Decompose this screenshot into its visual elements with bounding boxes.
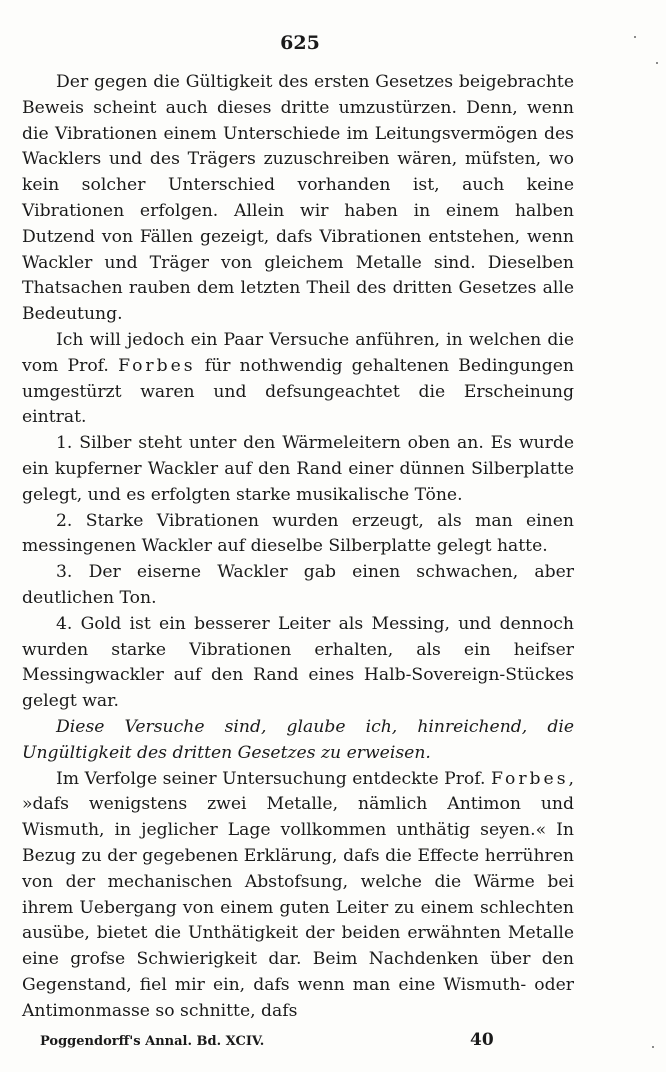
scan-speck <box>652 1046 654 1048</box>
page-number: 625 <box>280 32 320 54</box>
author-name: Forbes <box>118 355 196 376</box>
paragraph-2-text-after: für nothwendig gehaltenen Bedingungen umgestürzt waren und defsungeachtet die Erscheinung eintrat. <box>22 355 575 428</box>
conclusion-paragraph: Diese Versuche sind, glaube ich, hinreichend, die Ungültigkeit des dritten Gesetzes zu erweisen. <box>22 716 574 763</box>
scan-speck <box>656 62 658 64</box>
experiment-3: 3. Der eiserne Wackler gab einen schwachen, aber deutlichen Ton. <box>22 562 574 608</box>
footer-journal: Poggendorff's Annal. Bd. XCIV. <box>40 1034 265 1049</box>
footer-signature: 40 <box>470 1030 494 1050</box>
body-text <box>22 70 574 1024</box>
author-name-2: Forbes <box>490 768 569 789</box>
paragraph-2 <box>22 328 574 431</box>
paragraph-final-text-after: , »dafs wenigstens zwei Metalle, nämlich Antimon und Wismuth, in jeglicher Lage vollkommen unthätig seyen.« In Bezug zu der gegebenen Erklärung, dafs die Effecte herrühren von der mechanischen Abstofsung, welche die Wärme bei ihrem Uebergang von einem guten Leiter zu einem schlechten ausübe, bietet die Unthätigkeit der beiden erwähnten Metalle eine grofse Schwierigkeit dar. Beim Nachdenken über den Gegenstand, fiel mir ein, dafs wenn man eine Wismuth- oder Antimonmasse so schnitte, dafs <box>22 768 574 1021</box>
experiment-1: 1. Silber steht unter den Wärmeleitern oben an. Es wurde ein kupferner Wackler auf den Rand einer dünnen Silberplatte gelegt, und es erfolgten starke musikalische Töne. <box>22 433 574 505</box>
experiment-4: 4. Gold ist ein besserer Leiter als Messing, und dennoch wurden starke Vibrationen erhalten, als ein heifser Messingwackler auf den Rand eines Halb-Sovereign-Stückes gelegt war. <box>22 613 574 712</box>
experiment-2: 2. Starke Vibrationen wurden erzeugt, als man einen messingenen Wackler auf dieselbe Silberplatte gelegt hatte. <box>22 510 574 557</box>
paragraph-2-text-before: Ich will jedoch ein Paar Versuche anführen, in welchen die vom Prof. <box>22 329 574 376</box>
scan-speck <box>634 36 636 38</box>
paragraph-final <box>22 767 574 1025</box>
paragraph-final-text-before: Im Verfolge seiner Untersuchung entdeckte Prof. <box>56 768 491 789</box>
paragraph-1: Der gegen die Gültigkeit des ersten Gesetzes beigebrachte Beweis scheint auch dieses dritte umzustürzen. Denn, wenn die Vibrationen einem Unterschiede im Leitungsvermögen des Wacklers und des Trägers zuzuschreiben wären, müfsten, wo kein solcher Unterschied vorhanden ist, auch keine Vibrationen erfolgen. Allein wir haben in einem halben Dutzend von Fällen gezeigt, dafs Vibrationen entstehen, wenn Wackler und Träger von gleichem Metalle sind. Dieselben Thatsachen rauben dem letzten Theil des dritten Gesetzes alle Bedeutung. <box>22 72 574 325</box>
